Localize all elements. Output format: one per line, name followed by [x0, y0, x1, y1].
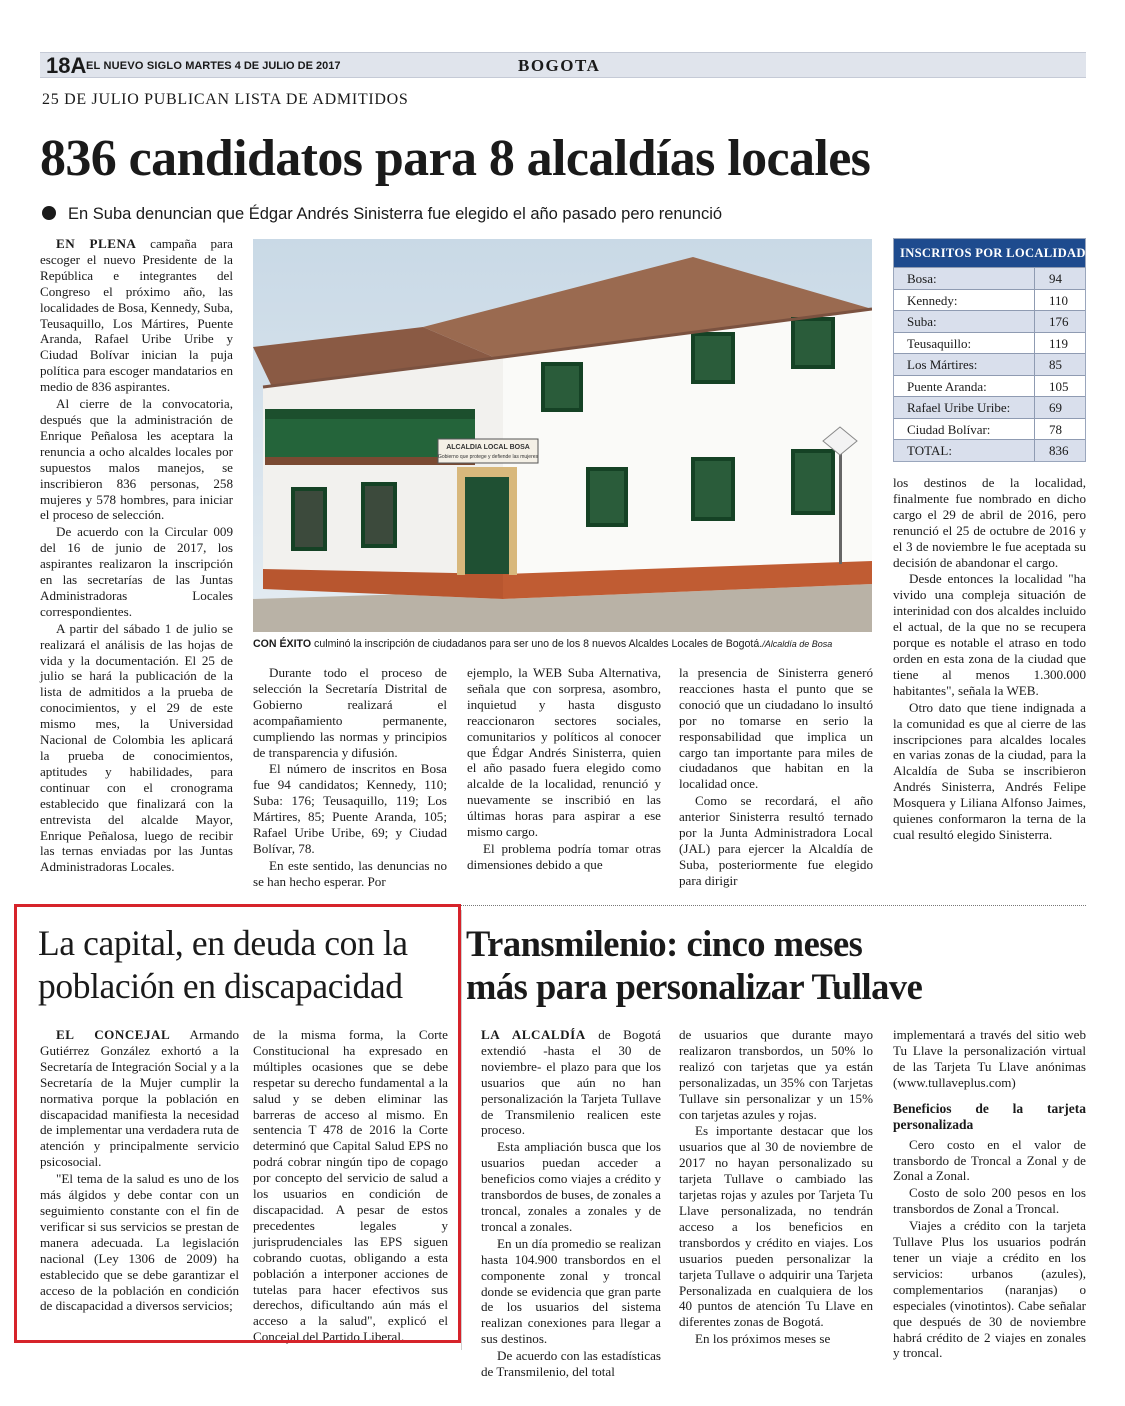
main-subheadline: En Suba denuncian que Édgar Andrés Sinisterra fue elegido el año pasado pero renunció [42, 203, 722, 225]
main-column-1: EN PLENA campaña para escoger el nuevo Presidente de la República e integrantes del Congreso el próximo año, las localidades de Bosa, Kennedy, Suba, Teusaquillo, Los Mártires, Puente Aranda, Rafael Uribe Uribe y Ciudad Bolívar inician la puja política para escoger mandatarios en medio de 836 aspirantes. Al cierre de la convocatoria, después que la administración de Enrique Peñalosa les aceptara la renuncia a ocho alcaldes locales por supuestos malos manejos, se inscribieron 836 personas, 258 mujeres y 578 hombres, para iniciar el proceso de selección. De acuerdo con la Circular 009 del 16 de junio de 2017, los aspirantes realizaron la inscripción en las secretarías de las Juntas Administradoras Locales correspondientes. A partir del sábado 1 de julio se realizará el análisis de las hojas de vida y la documentación. El 25 de julio se hará la publicación de la lista de admitidos a la prueba de conocimientos, y el 29 de este mismo mes, la Universidad Nacional de Colombia les aplicará la prueba de conocimientos, aptitudes y habilidades, para continuar con el cronograma establecido que finalizará con la entrevista del alcalde Mayor, Enrique Peñalosa, luego de recibir las ternas enviadas por las Juntas Administradoras Locales. [40, 236, 233, 875]
table-cell-count: 105 [1049, 378, 1069, 394]
table-row [894, 353, 1085, 375]
main-column-4: la presencia de Sinisterra generó reacciones hasta el punto que se conoció que un ciudadano lo insultó por no tomarse en serio la responsabilidad que implica un cargo tan importante para miles de ciudadanos que habitan en la localidad once. Como se recordará, el año anterior Sinisterra resultó ternado por la Junta Administradora Local (JAL) para ejercer la Alcaldía de Suba, posteriormente fue elegido para dirigir [679, 665, 873, 888]
table-cell-count: 836 [1049, 443, 1069, 458]
table-cell-locality: Los Mártires: [894, 354, 1035, 375]
story2-headline: La capital, en deuda con la población en discapacidad [38, 923, 408, 1006]
table-row [894, 267, 1085, 289]
lead-in: EN PLENA [56, 236, 137, 251]
table-row [894, 332, 1085, 354]
table-title: INSCRITOS POR LOCALIDAD [894, 239, 1085, 267]
table-row [894, 418, 1085, 440]
table-row [894, 439, 1085, 461]
story3-column-2: de usuarios que durante mayo realizaron transbordos, un 50% lo realizó con tarjetas que ya están personalizadas, un 35% con Tarjetas Tullave sin personalizar y un 15% con tarjetas azules y rojas. Es importante destacar que los usuarios que al 30 de noviembre de 2017 no hayan personalizado su tarjeta Tullave o cambiado las tarjetas rojas y azules por Tarjeta Tu Llave personalizada, no tendrán acceso a los beneficios en transbordos y crédito en viajes. Los usuarios pueden personalizar la tarjeta Tullave o adquirir una Tarjeta Personalizada en cualquiera de los 40 puntos de atención Tu Llave en diferentes zonas de Bogotá. En los próximos meses se [679, 1027, 873, 1347]
table-cell-count: 78 [1049, 421, 1062, 437]
story3-headline: Transmilenio: cinco meses más para personalizar Tullave [466, 923, 923, 1007]
main-headline: 836 candidatos para 8 alcaldías locales [40, 130, 871, 187]
main-column-3: ejemplo, la WEB Suba Alternativa, señala que con sorpresa, asombro, inquietud y hasta disgusto reaccionaron sectores sociales, comunitarios y políticos al conocer que Édgar Andrés Sinisterra, quien el año pasado fuera elegido como alcalde de la localidad, renunció y nuevamente se inscribió en las últimas horas para aspirar a ese mismo cargo. El problema podría tomar otras dimensiones debido a que [467, 665, 661, 872]
story3-column-1: LA ALCALDÍA de Bogotá extendió -hasta el 30 de noviembre- el plazo para que los usuarios que aún no han personalización la Tarjeta Tullave de Transmilenio realicen este proceso. Esta ampliación busca que los usuarios puedan acceder a beneficios como viajes a crédito y transbordos de buses, de zonales a troncal, zonales a zonales y de troncal a zonales. En un día promedio se realizan hasta 104.900 transbordos en el componente zonal y troncal donde se evidencia que gran parte de los usuarios del sistema realizan conexiones para llegar a sus destinos. De acuerdo con las estadísticas de Transmilenio, del total [481, 1027, 661, 1380]
paper-name-date [86, 59, 340, 73]
building-photo [253, 239, 872, 632]
table-row [894, 310, 1085, 332]
kicker: 25 DE JULIO PUBLICAN LISTA DE ADMITIDOS [42, 91, 409, 108]
column-divider [461, 910, 462, 1350]
table-cell-locality: Suba: [894, 311, 1035, 332]
story3-column-3: implementará a través del sitio web Tu Llave la personalización virtual de las Tarjeta Tu Llave anónimas (www.tullaveplus.com) Beneficios de la tarjeta personalizada Cero costo en el valor de transbordo de Troncal a Zonal y de Zonal a Zonal. Costo de solo 200 pesos en los transbordos de Zonal a Troncal. Viajes a crédito con la tarjeta Tullave Plus los usuarios podrán tener un viaje a crédito en los servicios: urbanos (azules), complementarios (naranjas) o especiales (vinotintos). Cabe señalar que después de 30 de noviembre habrá crédito de 2 viajes en zonales y troncal. [893, 1027, 1086, 1361]
story2-column-2: de la misma forma, la Corte Constitucional ha expresado en múltiples ocasiones que se debe respetar su derecho fundamental a la salud y se deben eliminar las barreras de acceso al mismo. En sentencia T 478 de 2016 la Corte determinó que Capital Salud EPS no podrá cobrar ningún tipo de copago por concepto del servicio de salud a los usuarios en condición de discapacidad. A pesar de estos precedentes legales y jurisprudenciales las EPS siguen cobrando cuotas, obligando a esta población a interponer acciones de tutelas para hacer efectivos sus derechos, dificultando aún más el acceso a la salud", explicó el Concejal del Partido Liberal. [253, 1027, 448, 1345]
table-cell-locality: Teusaquillo: [894, 333, 1035, 354]
photo-caption: CON ÉXITO culminó la inscripción de ciudadanos para ser uno de los 8 nuevos Alcaldes Locales de Bogotá./Alcaldía de Bosa [253, 638, 833, 650]
main-column-5: los destinos de la localidad, finalmente fue nombrado en dicho cargo el 29 de abril de 2016, pero renunció el 25 de octubre de 2016 y el 3 de noviembre le fue aceptada su decisión de abandonar el cargo. Desde entonces la localidad "ha vivido una compleja situación de interinidad con dos alcaldes incluido el actual, de la que no se recupera porque es notable el atraso en todo orden en esta zona de la ciudad que tiene al menos 1.300.000 habitantes", señala la WEB. Otro dato que tiene indignada a la comunidad es que al cierre de las inscripciones para alcaldes locales en varias zonas de la ciudad, para la Alcaldía de Suba se inscribieron Andrés Sinisterra, Andrés Felipe Mosquera y Liliana Alfonso Jaimes, quienes conformaron la terna de la cual resultó elegido Sinisterra. [893, 475, 1086, 842]
story2-column-1: EL CONCEJAL Armando Gutiérrez González exhortó a la Secretaría de Integración Social y a la Secretaría de la Mujer cumplir la normativa porque la población en discapacidad manifiesta la necesidad de implementar una verdadera ruta de atención y principalmente servicio psicosocial. "El tema de la salud es uno de los más álgidos y debe contar con un seguimiento constante con el fin de verificar si sus servicios se prestan de manera adecuada. La legislación nacional (Ley 1306 de 2009) ha establecido que se debe garantizar el acceso de la población en condición de discapacidad a diversos servicios; [40, 1027, 239, 1314]
table-cell-locality: Bosa: [894, 268, 1035, 289]
photo-credit: /Alcaldía de Bosa [762, 639, 833, 649]
table-row [894, 396, 1085, 418]
table-cell-count: 110 [1049, 292, 1069, 308]
main-column-2: Durante todo el proceso de selección la Secretaría Distrital de Gobierno realizará el acompañamiento permanente, cumpliendo las normas y principios de transparencia y difusión. El número de inscritos en Bosa fue 94 candidatos; Kennedy, 110; Suba: 176; Teusaquillo, 119; Los Mártires, 85; Puente Aranda, 105; Rafael Uribe Uribe, 69; y Ciudad Bolívar, 78. En este sentido, las denuncias no se han hecho esperar. Por [253, 665, 447, 889]
table-cell-locality: Ciudad Bolívar: [894, 419, 1035, 440]
story2-lead-in: EL CONCEJAL [56, 1027, 171, 1042]
table-cell-locality: TOTAL: [894, 440, 1035, 461]
page-header [40, 52, 1086, 78]
table-cell-count: 85 [1049, 357, 1062, 372]
issue-date: MARTES 4 DE JULIO DE 2017 [185, 60, 341, 72]
table-cell-count: 176 [1049, 314, 1069, 329]
section-name: BOGOTA [518, 56, 601, 75]
table-cell-locality: Puente Aranda: [894, 376, 1035, 397]
table-cell-count: 119 [1049, 335, 1069, 351]
table-cell-count: 69 [1049, 400, 1062, 415]
bullet-dot-icon [42, 206, 56, 220]
table-cell-locality: Rafael Uribe Uribe: [894, 397, 1035, 418]
page-number: 18A [46, 53, 87, 78]
story3-subhead: Beneficios de la tarjeta personalizada [893, 1100, 1086, 1132]
alcaldia-building-illustration [253, 239, 872, 632]
paper-name: EL NUEVO SIGLO [86, 60, 183, 72]
inscritos-table [893, 238, 1086, 462]
table-cell-count: 94 [1049, 271, 1062, 286]
photo-sign-text: ALCALDIA LOCAL BOSA [446, 444, 530, 451]
table-row [894, 289, 1085, 311]
table-cell-locality: Kennedy: [894, 290, 1035, 311]
highlight-box [14, 904, 461, 1343]
story3-lead-in: LA ALCALDÍA [481, 1027, 586, 1042]
table-row [894, 375, 1085, 397]
photo-sign-subtext: Gobierno que protege y defiende las mujeres [437, 454, 539, 460]
table-rows [894, 267, 1085, 461]
